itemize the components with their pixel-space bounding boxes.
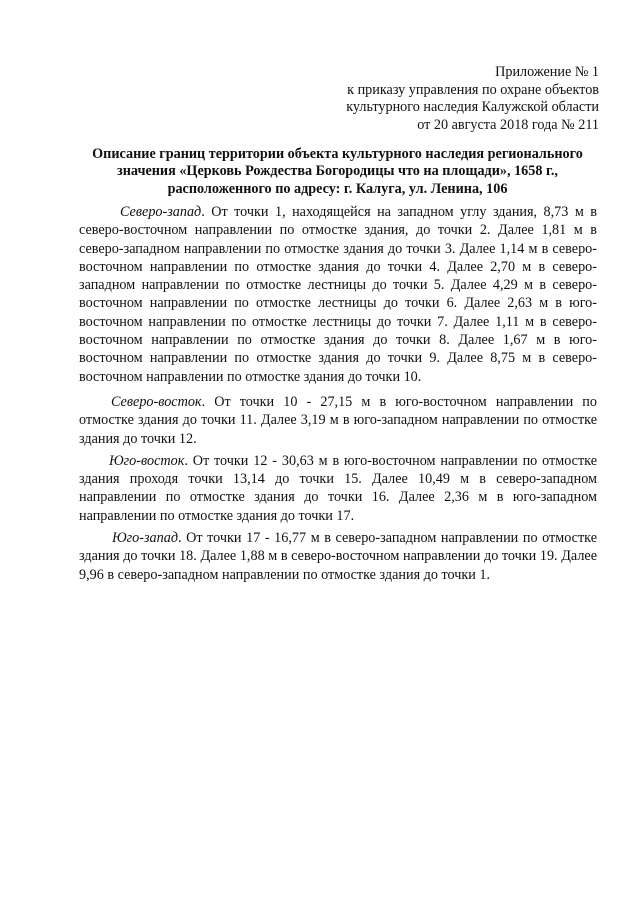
document-title — [60, 146, 615, 198]
section-direction: Юго-запад — [112, 530, 178, 547]
section-text: . От точки 12 - 30,63 м в юго-восточном направлении по отмостке здания проходя точки 13,14 до точки 15. Далее 10,49 м в северо-западном направлении по отмостке здания до точки 16. Далее 2,36 м в юго-западном направлении по отмостке здания до точки 17. — [79, 452, 597, 524]
appendix-order-line: к приказу управления по охране объектов — [347, 81, 599, 98]
section-southeast — [79, 452, 597, 525]
section-direction: Юго-восток — [109, 452, 185, 469]
section-text: . От точки 1, находящейся на западном углу здания, 8,73 м в северо-восточном направлении по отмостке здания, до точки 2. Далее 1,81 м в северо-западном направлении по отмостке здания до точки 3. Далее 1,14 м в северо-восточном направлении по отмостке здания до точки 4. Далее 2,70 м в северо-западном направлении по отмостке лестницы до точки 5. Далее 4,29 м в северо-восточном направлении по отмостке лестницы до точки 6. Далее 2,63 м в юго-восточном направлении по отмостке лестницы до точки 7. Далее 1,11 м в северо-восточном направлении по отмостке здания до точки 8. Далее 1,67 м в юго-восточном направлении по отмостке здания до точки 9. Далее 8,75 м в северо-восточном направлении по отмостке здания до точки 10. — [79, 204, 597, 385]
title-line-3: расположенного по адресу: г. Калуга, ул. Ленина, 106 — [167, 180, 508, 197]
title-line-1: Описание границ территории объекта культурного наследия регионального — [92, 146, 583, 162]
section-northeast — [79, 393, 597, 448]
section-direction: Северо-запад — [120, 204, 202, 220]
section-southwest — [79, 529, 597, 584]
section-text: . От точки 10 - 27,15 м в юго-восточном направлении по отмостке здания до точки 11. Далее 3,19 м в юго-западном направлении по отмостке здания до точки 12. — [79, 393, 597, 447]
section-northwest — [79, 203, 597, 386]
appendix-number: Приложение № 1 — [495, 64, 599, 80]
section-text: . От точки 17 - 16,77 м в северо-западном направлении по отмостке здания до точки 18. Далее 1,88 м в северо-восточном направлении до точки 19. Далее 9,96 в северо-западном направлении по отмостке здания до точки 1. — [79, 530, 597, 583]
appendix-header — [346, 64, 599, 134]
title-line-2: значения «Церковь Рождества Богородицы что на площади», 1658 г., — [117, 163, 558, 180]
section-direction: Северо-восток — [111, 393, 202, 410]
appendix-date-line: от 20 августа 2018 года № 211 — [417, 116, 599, 133]
boundary-description — [79, 203, 597, 584]
appendix-authority-line: культурного наследия Калужской области — [346, 99, 599, 116]
